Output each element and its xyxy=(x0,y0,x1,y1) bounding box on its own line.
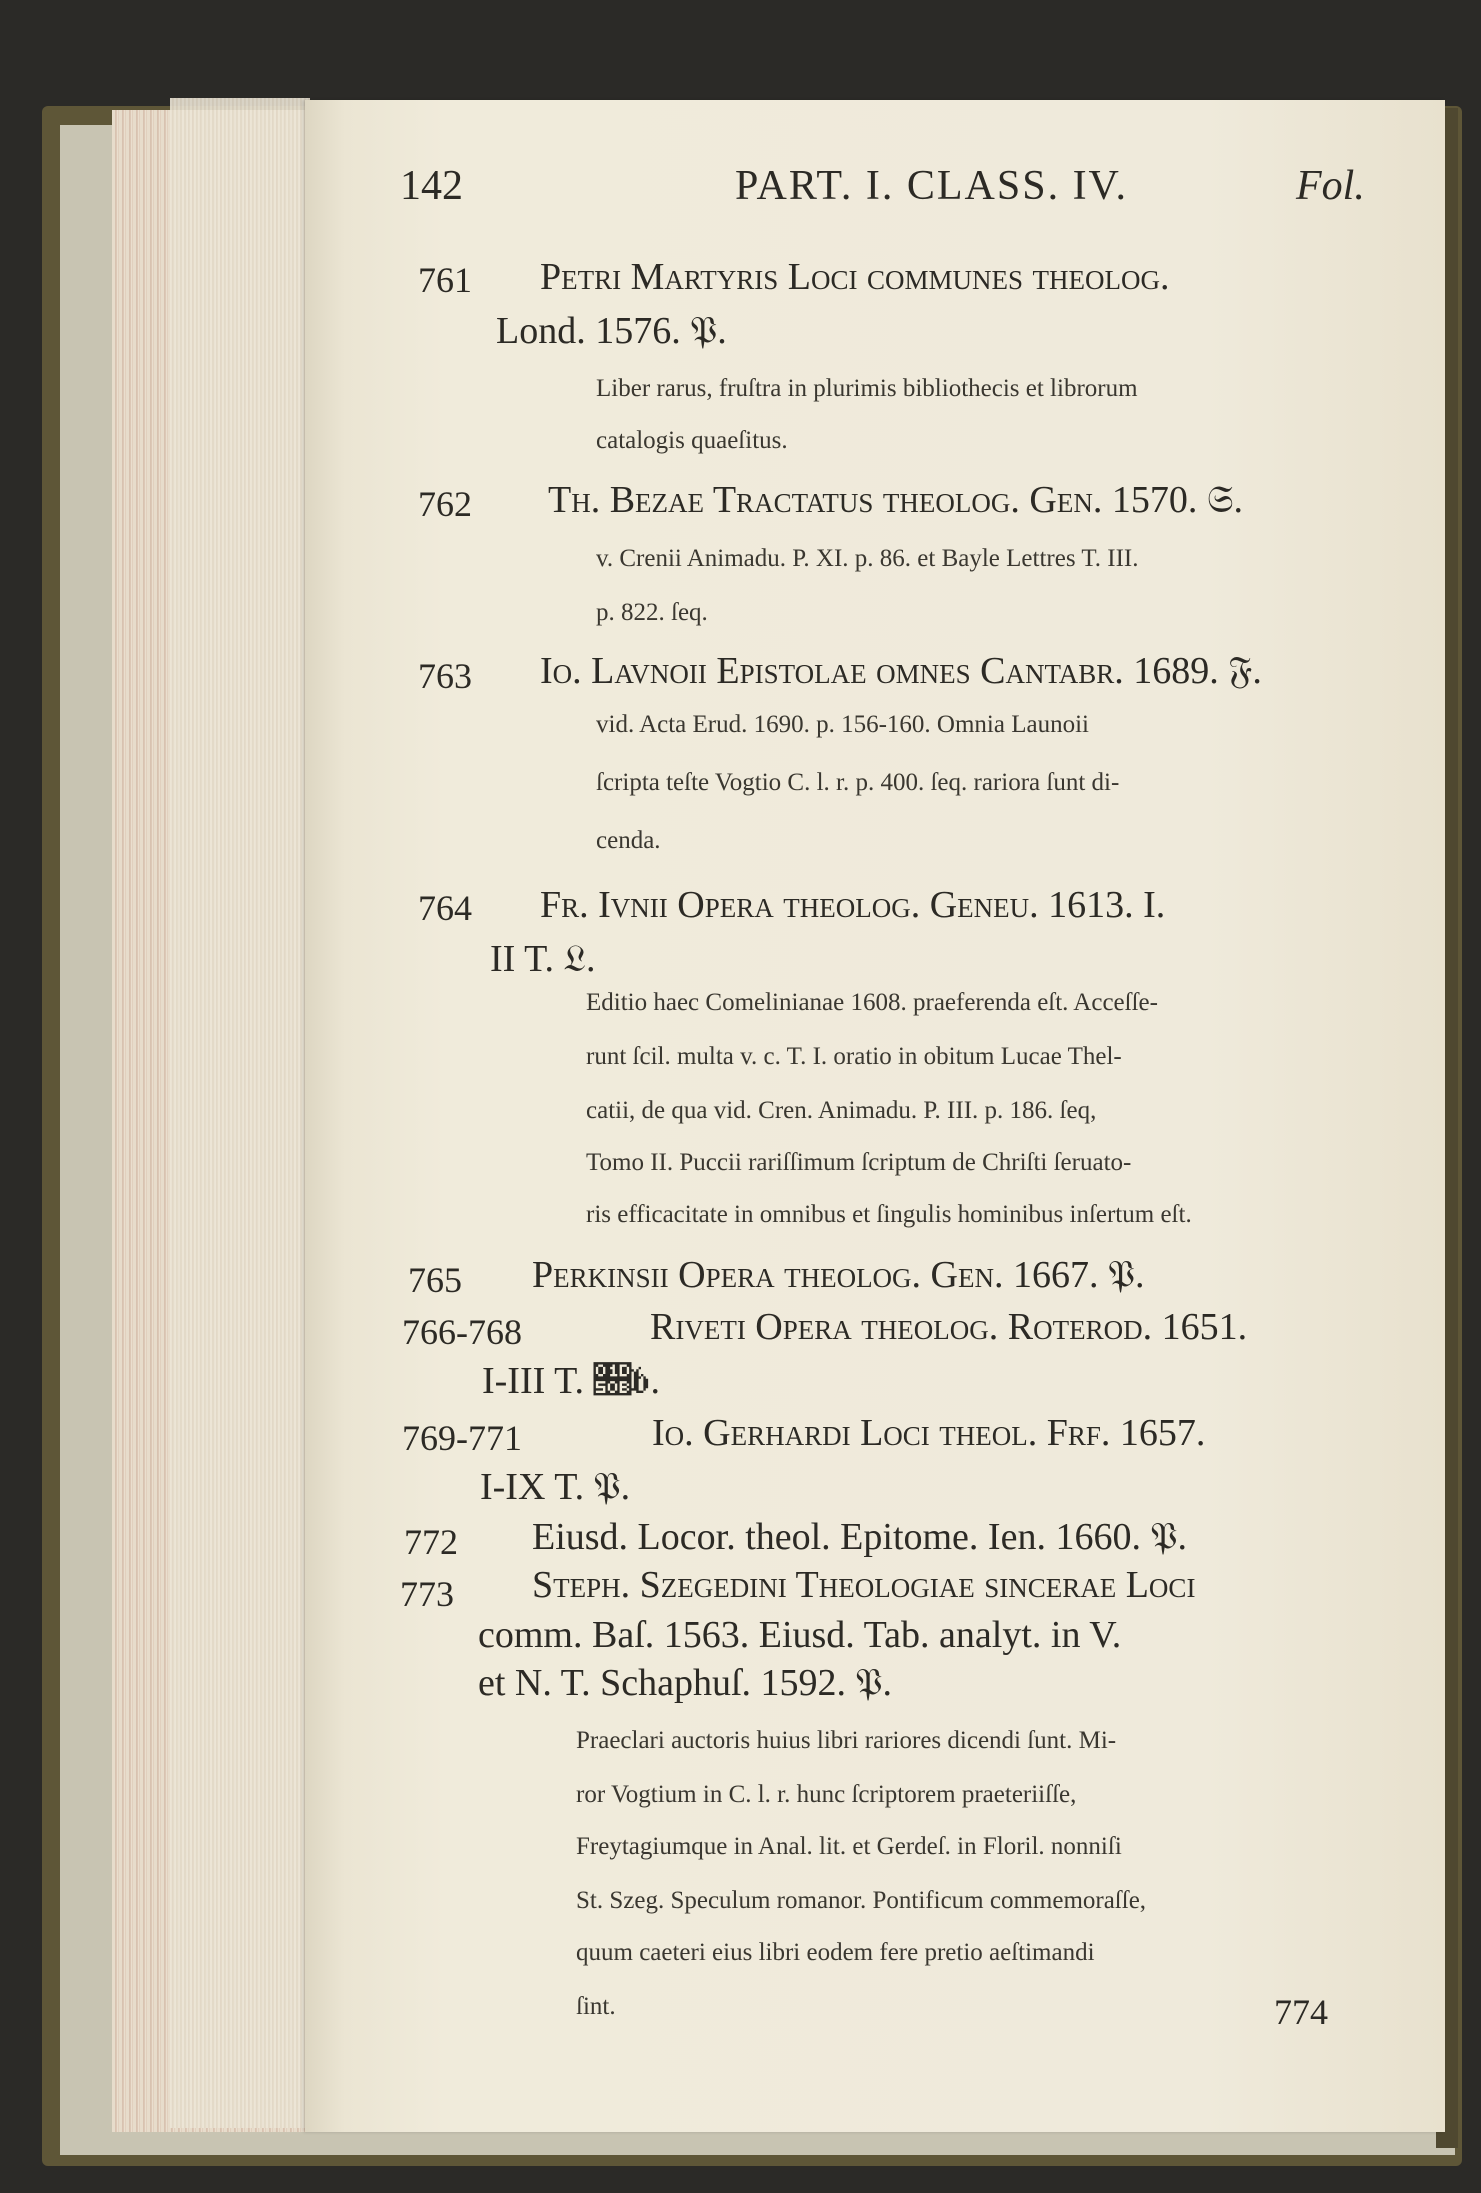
entry-note: catalogis quaeſitus. xyxy=(596,427,788,454)
entry-line: Petri Martyris Loci communes theolog. xyxy=(540,256,1170,298)
entry-number: 765 xyxy=(408,1260,462,1300)
entry-line: comm. Baſ. 1563. Eiusd. Tab. analyt. in V. xyxy=(478,1614,1122,1656)
entry-line: I-IX T. 𝔓. xyxy=(480,1466,631,1508)
entry-line: Perkinsii Opera theolog. Gen. 1667. 𝔓. xyxy=(532,1254,1145,1296)
entry-note: catii, de qua vid. Cren. Animadu. P. III. p. 186. ſeq, xyxy=(586,1097,1097,1124)
entry-note: ſcripta teſte Vogtio C. l. r. p. 400. ſeq. rariora ſunt di- xyxy=(596,769,1120,796)
entry-line: Lond. 1576. 𝔓. xyxy=(496,310,727,352)
entry-note: ris efficacitate in omnibus et ſingulis hominibus inſertum eſt. xyxy=(586,1201,1192,1228)
entry-line: Fr. Ivnii Opera theolog. Geneu. 1613. I. xyxy=(540,884,1166,926)
entry-number: 761 xyxy=(418,260,472,300)
entry-number: 769-771 xyxy=(402,1418,522,1458)
entry-note: Freytagiumque in Anal. lit. et Gerdeſ. in Floril. nonniſi xyxy=(576,1833,1122,1860)
entry-line: Riveti Opera theolog. Roterod. 1651. xyxy=(650,1306,1248,1348)
entry-line: Steph. Szegedini Theologiae ſincerae Loci xyxy=(532,1564,1196,1606)
entry-note: St. Szeg. Speculum romanor. Pontificum commemoraſſe, xyxy=(576,1887,1147,1914)
entry-note: Editio haec Comelinianae 1608. praeferenda eſt. Acceſſe- xyxy=(586,989,1158,1016)
entry-number: 772 xyxy=(404,1522,458,1562)
entry-number: 764 xyxy=(418,888,472,928)
entry-note: vid. Acta Erud. 1690. p. 156-160. Omnia Launoii xyxy=(596,711,1089,738)
format-label: Fol. xyxy=(1296,163,1365,209)
entry-line: II T. 𝔏. xyxy=(490,938,596,980)
page-edges-inner xyxy=(170,98,310,2128)
entry-line: Eiusd. Locor. theol. Epitome. Ien. 1660. 𝔓. xyxy=(532,1516,1188,1558)
entry-number: 773 xyxy=(400,1574,454,1614)
entry-note: Praeclari auctoris huius libri rariores dicendi ſunt. Mi- xyxy=(576,1727,1117,1754)
entry-number: 766-768 xyxy=(402,1312,522,1352)
entry-note: Tomo II. Puccii rariſſimum ſcriptum de Chriſti ſeruato- xyxy=(586,1149,1132,1176)
entry-note: ſint. xyxy=(576,1993,616,2020)
page-number: 142 xyxy=(400,163,463,209)
entry-note: v. Crenii Animadu. P. XI. p. 86. et Bayle Lettres T. III. xyxy=(596,545,1139,572)
entry-line: I-III T. 𝔋𝔟. xyxy=(482,1360,660,1402)
entry-line: Io. Lavnoii Epiſtolae omnes Cantabr. 1689. 𝔉. xyxy=(540,650,1262,692)
entry-number: 763 xyxy=(418,656,472,696)
entry-line: Th. Bezae Tractatus theolog. Gen. 1570. 𝔖. xyxy=(548,479,1243,521)
entry-line: et N. T. Schaphuſ. 1592. 𝔓. xyxy=(478,1662,893,1704)
entry-note: ror Vogtium in C. l. r. hunc ſcriptorem praeteriiſſe, xyxy=(576,1781,1077,1808)
entry-number: 762 xyxy=(418,484,472,524)
entry-note: Liber rarus, fruſtra in plurimis bibliothecis et librorum xyxy=(596,375,1138,402)
running-title: PART. I. CLASS. IV. xyxy=(735,163,1128,209)
entry-note: cenda. xyxy=(596,827,661,854)
entry-note: p. 822. ſeq. xyxy=(596,599,708,626)
catchword: 774 xyxy=(1274,1992,1328,2032)
entry-note: runt ſcil. multa v. c. T. I. oratio in obitum Lucae Thel- xyxy=(586,1043,1122,1070)
entry-note: quum caeteri eius libri eodem fere pretio aeſtimandi xyxy=(576,1939,1095,1966)
entry-line: Io. Gerhardi Loci theol. Frf. 1657. xyxy=(652,1412,1206,1454)
